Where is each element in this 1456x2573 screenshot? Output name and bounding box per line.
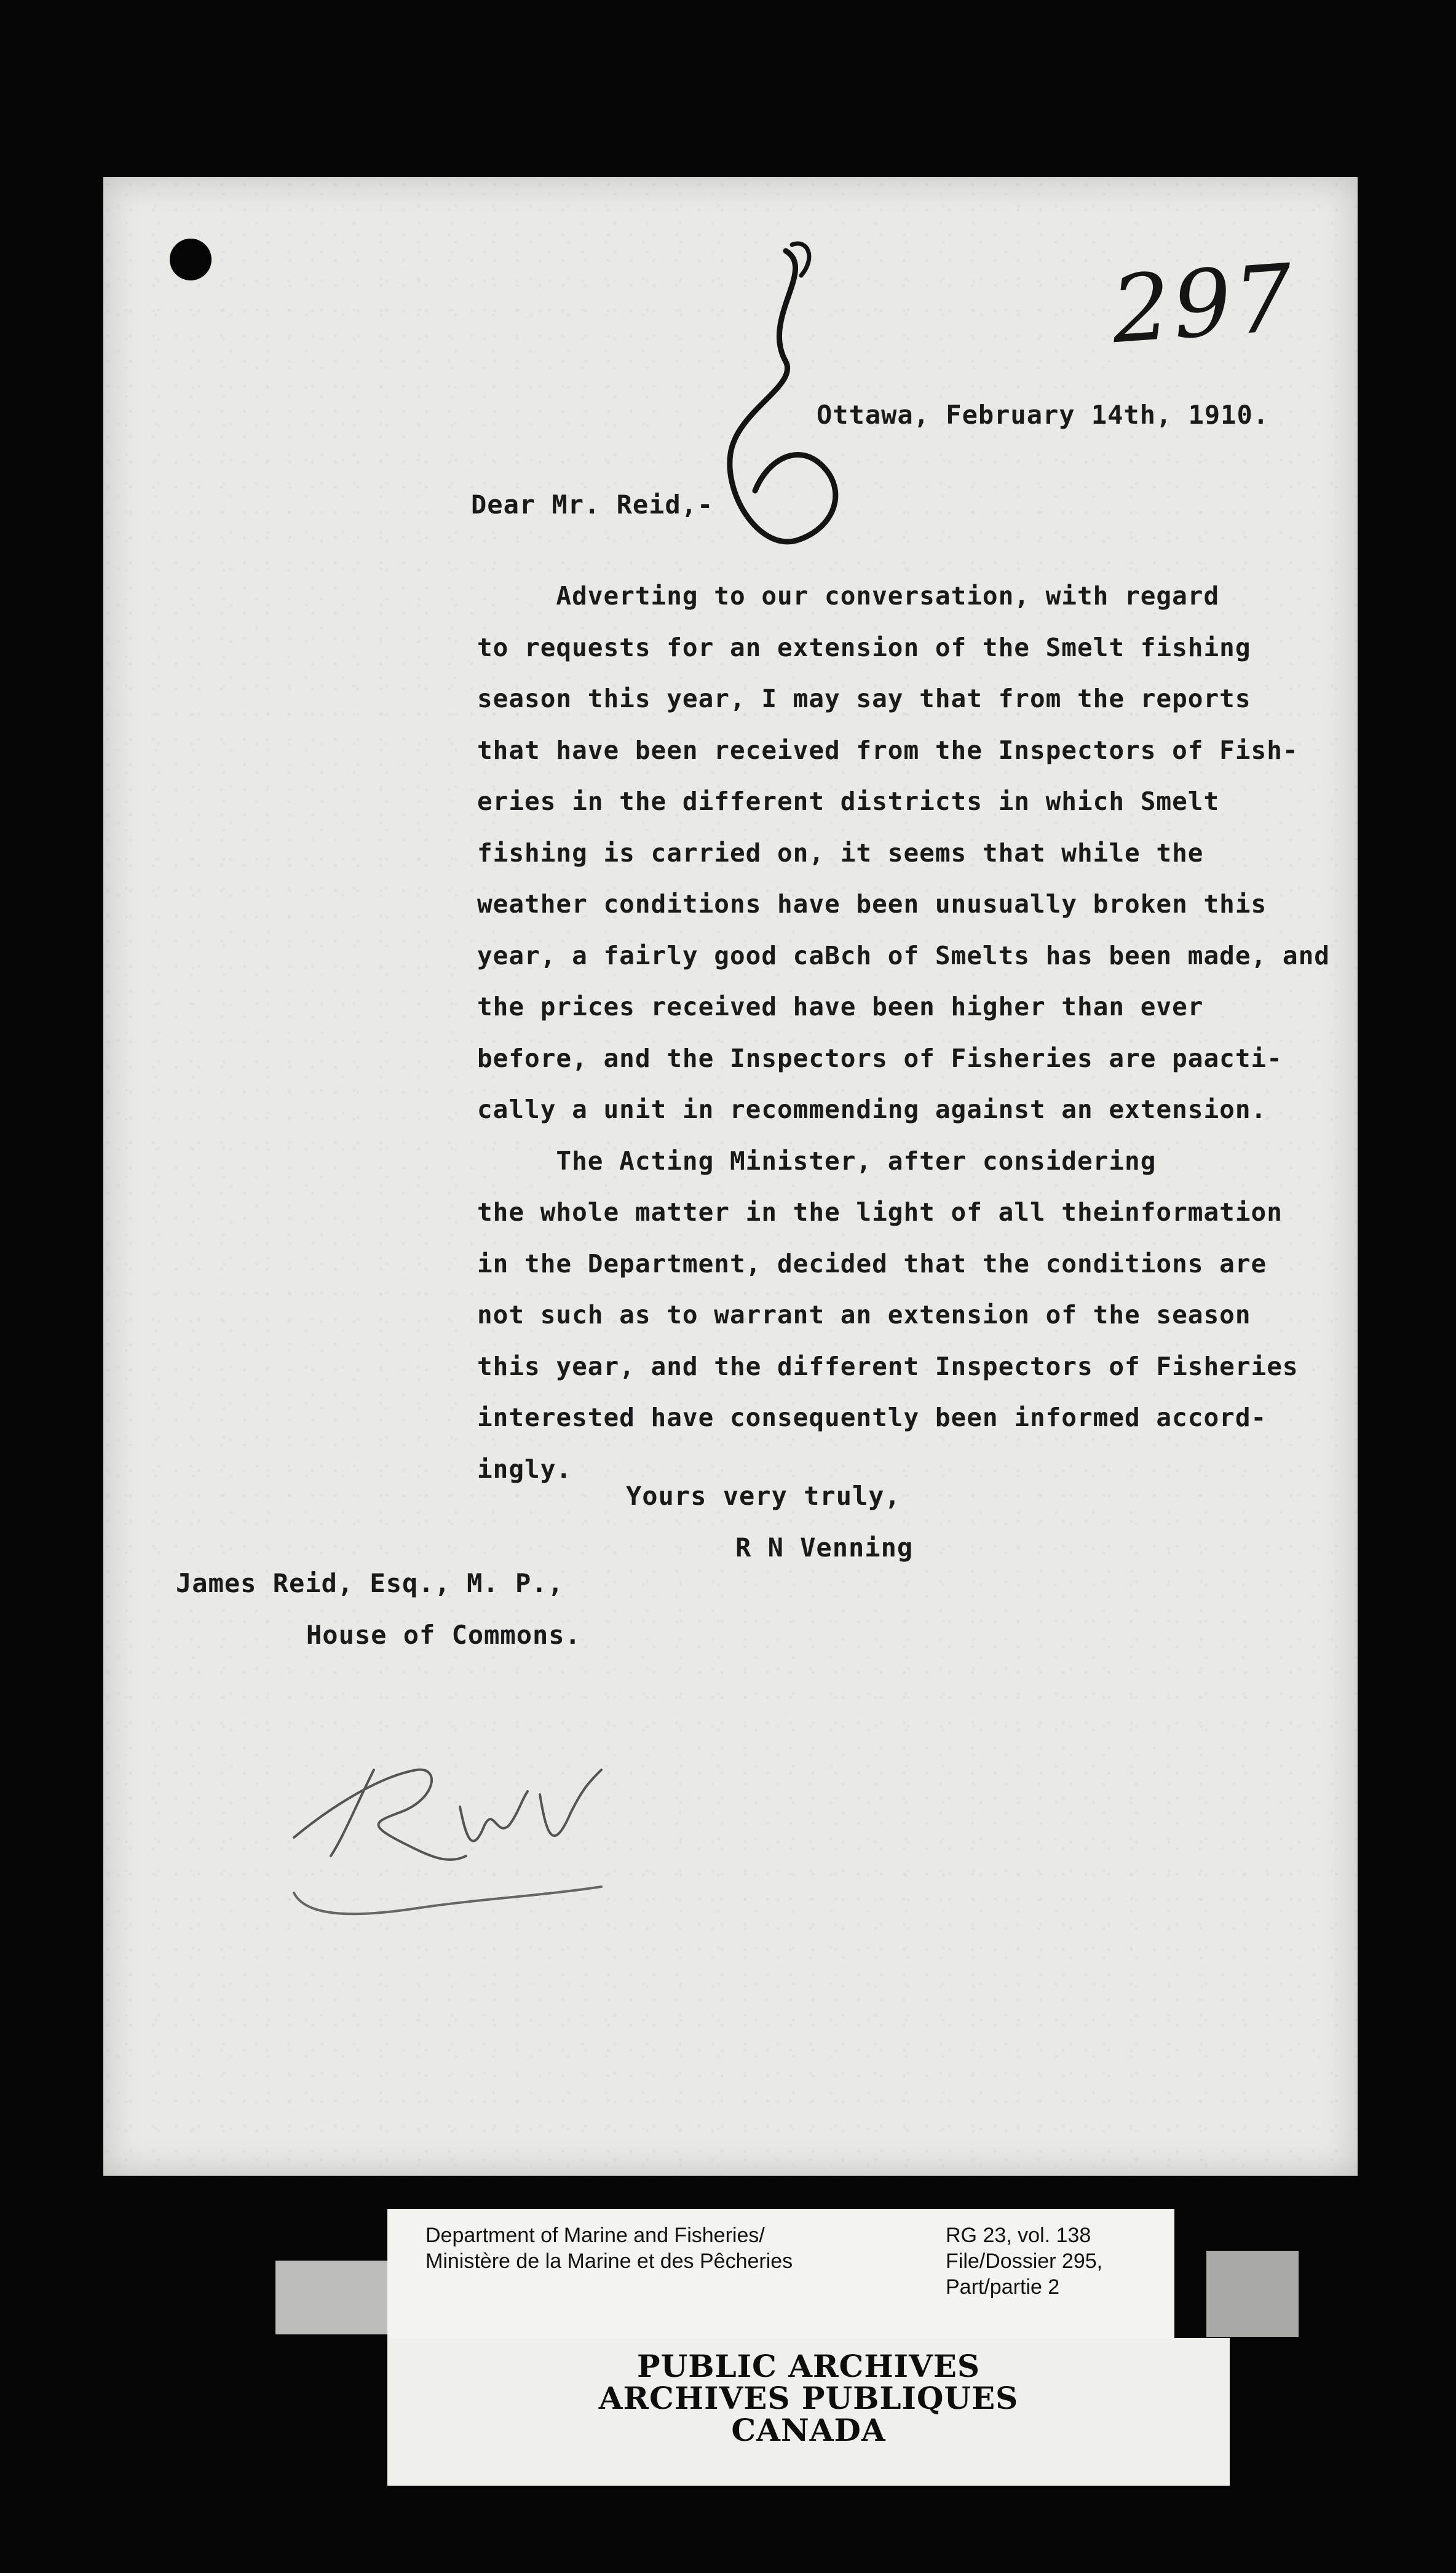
body-line: fishing is carried on, it seems that while the <box>477 838 1204 868</box>
page-number: 297 <box>1108 244 1299 365</box>
body-line: eries in the different districts in which Smelt <box>477 787 1220 816</box>
closing: Yours very truly, <box>626 1481 901 1511</box>
label-line: Department of Marine and Fisheries/ <box>425 2224 765 2247</box>
letter-sheet <box>103 177 1358 2176</box>
body-line: not such as to warrant an extension of the season <box>477 1300 1251 1330</box>
stamp-line: PUBLIC ARCHIVES <box>637 2348 980 2384</box>
body-line: the prices received have been higher than ever <box>477 992 1204 1021</box>
salutation: Dear Mr. Reid,- <box>471 490 714 520</box>
body-line: ingly. <box>477 1454 572 1484</box>
handwritten-initials-signature <box>282 1733 675 1942</box>
stamp-text <box>387 2350 1230 2446</box>
paper-scrap <box>1206 2251 1299 2337</box>
signatory: R N Venning <box>735 1532 914 1563</box>
label-line: Part/partie 2 <box>946 2275 1060 2299</box>
stamp-line: CANADA <box>731 2412 886 2448</box>
recipient-name: James Reid, Esq., M. P., <box>176 1568 564 1598</box>
label-line: Ministère de la Marine et des Pêcheries <box>425 2250 793 2273</box>
label-line: RG 23, vol. 138 <box>946 2224 1091 2247</box>
body-line: that have been received from the Inspectors of Fish- <box>477 735 1299 765</box>
archive-department <box>425 2222 793 2274</box>
body-line: before, and the Inspectors of Fisheries are paacti- <box>477 1043 1283 1073</box>
public-archives-stamp <box>387 2338 1230 2486</box>
body-line: the whole matter in the light of all theinformation <box>477 1197 1283 1227</box>
body-line: Adverting to our conversation, with regard <box>477 581 1220 611</box>
dateline: Ottawa, February 14th, 1910. <box>817 400 1270 430</box>
archive-reference-label <box>387 2209 1174 2338</box>
label-line: File/Dossier 295, <box>946 2250 1103 2273</box>
stamp-line: ARCHIVES PUBLIQUES <box>598 2380 1019 2416</box>
punch-hole <box>170 239 212 280</box>
body-line: to requests for an extension of the Smelt fishing <box>477 632 1251 662</box>
body-line: cally a unit in recommending against an extension. <box>477 1095 1267 1124</box>
body-line: season this year, I may say that from the reports <box>477 684 1251 713</box>
body-line: weather conditions have been unusually broken this <box>477 889 1267 919</box>
archive-file-reference <box>946 2222 1102 2300</box>
body-line: this year, and the different Inspectors of Fisheries <box>477 1351 1299 1381</box>
recipient-office: House of Commons. <box>306 1620 581 1650</box>
body-line: The Acting Minister, after considering <box>477 1146 1157 1176</box>
body-line: in the Department, decided that the conditions are <box>477 1248 1267 1279</box>
body-line: year, a fairly good caBch of Smelts has been made, and <box>477 940 1330 970</box>
letter-body <box>477 571 1412 1495</box>
paper-scrap <box>275 2261 387 2334</box>
body-line: interested have consequently been informed accord- <box>477 1403 1267 1432</box>
